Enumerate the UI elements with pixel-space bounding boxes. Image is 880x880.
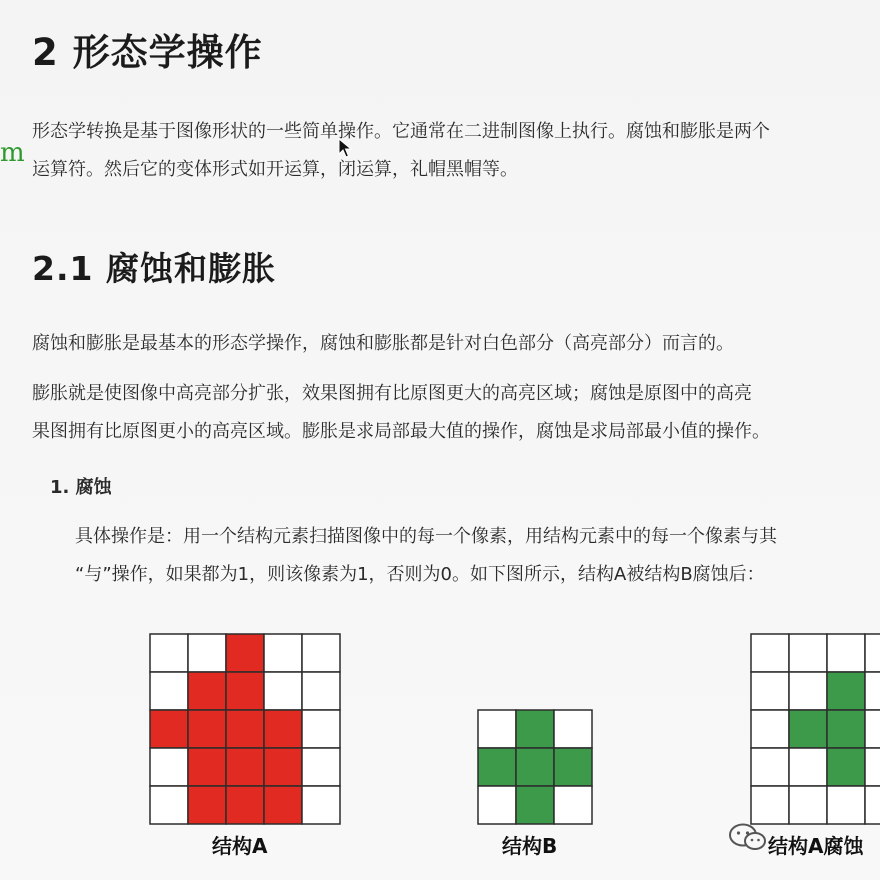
grid-cell-empty bbox=[827, 786, 865, 824]
grid-cell-filled bbox=[516, 786, 554, 824]
grid-cell-empty bbox=[751, 710, 789, 748]
grid-cell-filled bbox=[264, 786, 302, 824]
grid-cell-empty bbox=[188, 634, 226, 672]
structure-b-grid bbox=[478, 710, 592, 824]
grid-cell-filled bbox=[264, 748, 302, 786]
subsection-heading: 2.1 腐蚀和膨胀 bbox=[32, 249, 276, 288]
grid-cell-filled bbox=[226, 748, 264, 786]
grid-cell-filled bbox=[226, 710, 264, 748]
paragraph-de-line-2: 果图拥有比原图更小的高亮区域。膨胀是求局部最大值的操作，腐蚀是求局部最小值的操作。 bbox=[32, 421, 770, 442]
grid-cell-empty bbox=[789, 634, 827, 672]
paragraph-de-line-1: 膨胀就是使图像中高亮部分扩张，效果图拥有比原图更大的高亮区域；腐蚀是原图中的高亮 bbox=[32, 383, 752, 404]
grid-cell-empty bbox=[302, 710, 340, 748]
intro-line-2: 运算符。然后它的变体形式如开运算，闭运算，礼帽黑帽等。 bbox=[32, 159, 518, 180]
grid-cell-empty bbox=[302, 634, 340, 672]
grid-cell-empty bbox=[302, 748, 340, 786]
detail-line-1: 具体操作是：用一个结构元素扫描图像中的每一个像素，用结构元素中的每一个像素与其 bbox=[75, 526, 777, 547]
grid-cell-empty bbox=[865, 786, 880, 824]
intro-line-1: 形态学转换是基于图像形状的一些简单操作。它通常在二进制图像上执行。腐蚀和膨胀是两个 bbox=[32, 121, 770, 142]
grid-cell-empty bbox=[751, 672, 789, 710]
grid-cell-filled bbox=[188, 786, 226, 824]
paragraph-basic-line: 腐蚀和膨胀是最基本的形态学操作，腐蚀和膨胀都是针对白色部分（高亮部分）而言的。 bbox=[32, 333, 734, 354]
grid-cell-empty bbox=[554, 786, 592, 824]
grid-cell-empty bbox=[789, 786, 827, 824]
grid-cell-empty bbox=[789, 672, 827, 710]
grid-cell-filled bbox=[226, 786, 264, 824]
structure-a-grid bbox=[150, 634, 340, 824]
caption-structure-a: 结构A bbox=[212, 834, 268, 858]
grid-cell-filled bbox=[150, 710, 188, 748]
grid-cell-filled bbox=[827, 748, 865, 786]
grid-cell-empty bbox=[865, 634, 880, 672]
grid-cell-filled bbox=[789, 710, 827, 748]
grid-cell-empty bbox=[789, 748, 827, 786]
wechat-icon bbox=[728, 822, 768, 852]
grid-cell-filled bbox=[188, 710, 226, 748]
grid-cell-empty bbox=[150, 786, 188, 824]
grid-cell-empty bbox=[827, 634, 865, 672]
grid-cell-filled bbox=[516, 710, 554, 748]
grid-cell-filled bbox=[516, 748, 554, 786]
side-letter: m bbox=[0, 138, 25, 168]
grid-cell-empty bbox=[751, 634, 789, 672]
grid-cell-filled bbox=[188, 672, 226, 710]
detail-line-2: “与”操作，如果都为1，则该像素为1，否则为0。如下图所示，结构A被结构B腐蚀后： bbox=[75, 564, 765, 585]
grid-cell-empty bbox=[150, 634, 188, 672]
grid-cell-empty bbox=[478, 786, 516, 824]
grid-cell-empty bbox=[751, 786, 789, 824]
grid-cell-filled bbox=[188, 748, 226, 786]
grid-cell-filled bbox=[478, 748, 516, 786]
grid-cell-filled bbox=[264, 710, 302, 748]
grid-cell-filled bbox=[226, 634, 264, 672]
grid-cell-filled bbox=[827, 672, 865, 710]
list-item-erosion: 1. 腐蚀 bbox=[50, 477, 112, 498]
grid-cell-empty bbox=[150, 672, 188, 710]
erosion-result-grid bbox=[751, 634, 880, 824]
grid-cell-filled bbox=[827, 710, 865, 748]
grid-cell-empty bbox=[751, 748, 789, 786]
grid-cell-empty bbox=[264, 634, 302, 672]
grid-cell-empty bbox=[865, 710, 880, 748]
caption-erosion-result: 结构A腐蚀 bbox=[768, 834, 864, 858]
grid-cell-filled bbox=[554, 748, 592, 786]
caption-structure-b: 结构B bbox=[502, 834, 558, 858]
section-heading: 2 形态学操作 bbox=[32, 31, 263, 74]
grid-cell-empty bbox=[264, 672, 302, 710]
grid-cell-filled bbox=[226, 672, 264, 710]
grid-cell-empty bbox=[302, 786, 340, 824]
grid-cell-empty bbox=[865, 748, 880, 786]
grid-cell-empty bbox=[150, 748, 188, 786]
grid-cell-empty bbox=[554, 710, 592, 748]
grid-cell-empty bbox=[478, 710, 516, 748]
grid-cell-empty bbox=[865, 672, 880, 710]
grid-cell-empty bbox=[302, 672, 340, 710]
